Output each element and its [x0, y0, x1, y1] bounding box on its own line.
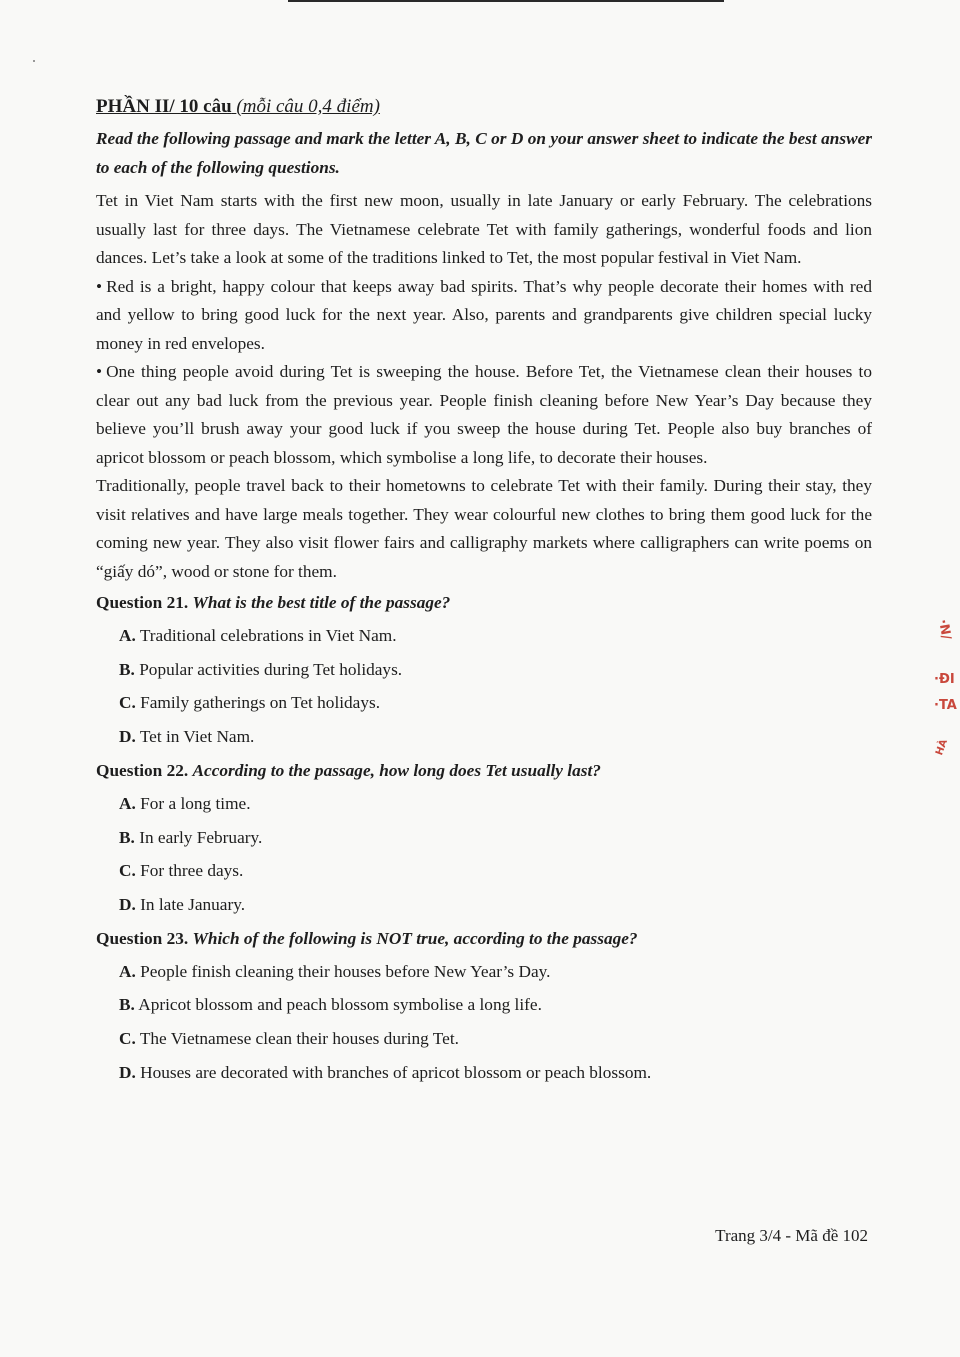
- option-letter: C.: [119, 1029, 136, 1049]
- option-c[interactable]: [96, 854, 872, 888]
- option-a[interactable]: [96, 619, 872, 653]
- option-letter: D.: [119, 1062, 136, 1082]
- option-d[interactable]: [96, 720, 872, 754]
- option-c[interactable]: [96, 1022, 872, 1056]
- option-b[interactable]: [96, 653, 872, 687]
- option-c[interactable]: [96, 686, 872, 720]
- option-text: Tet in Viet Nam.: [139, 727, 255, 747]
- option-text: Traditional celebrations in Viet Nam.: [139, 626, 397, 645]
- question-21: [96, 586, 872, 754]
- question-label: Question 21.: [96, 593, 189, 612]
- scan-speck: [33, 60, 35, 62]
- option-text: For a long time.: [140, 793, 251, 813]
- option-letter: C.: [119, 861, 136, 881]
- option-text: The Vietnamese clean their houses during Tet.: [139, 1029, 459, 1049]
- question-label: Question 22.: [96, 760, 189, 780]
- passage-text: One thing people avoid during Tet is sweeping the house. Before Tet, the Vietnamese clean their houses to clear out any bad luck from the previous year. People finish cleaning before New Year’s Day because they believe you’ll brush away your good luck if you sweep the house during Tet. People also buy branches of apricot blossom or peach blossom, which symbolise a long life, to decorate their houses.: [96, 362, 872, 467]
- option-letter: A.: [119, 793, 136, 813]
- option-a[interactable]: [96, 955, 872, 989]
- option-letter: D.: [119, 894, 136, 914]
- option-letter: A.: [119, 961, 136, 981]
- question-23: [96, 922, 872, 1090]
- option-d[interactable]: [96, 888, 872, 922]
- passage-paragraph: [96, 273, 872, 359]
- question-title: [96, 922, 872, 955]
- exam-page: [96, 96, 872, 1089]
- section-title: PHẦN II/ 10 câu: [96, 96, 232, 117]
- question-text: According to the passage, how long does Tet usually last?: [192, 760, 601, 780]
- option-b[interactable]: [96, 821, 872, 855]
- stamp-text: ·N/: [935, 618, 954, 641]
- reading-passage: [96, 187, 872, 586]
- stamp-text: ·ĐI: [934, 672, 955, 687]
- option-text: Popular activities during Tet holidays.: [139, 659, 403, 679]
- option-text: For three days.: [140, 861, 244, 881]
- section-heading: [96, 96, 872, 118]
- option-letter: D.: [119, 727, 136, 747]
- stamp-text: HÀ: [934, 738, 950, 757]
- question-text: What is the best title of the passage?: [192, 593, 451, 612]
- option-text: In late January.: [140, 894, 246, 914]
- passage-text: Red is a bright, happy colour that keeps away bad spirits. That’s why people decorate their homes with red and yellow to bring good luck for the next year. Also, parents and grandparents give children special lucky money in red envelopes.: [96, 276, 872, 353]
- passage-text: Tet in Viet Nam starts with the first new moon, usually in late January or early February. The celebrations usually last for three days. The Vietnamese celebrate Tet with family gatherings, wonderful foods and lion dances. Let’s take a look at some of the traditions linked to Tet, the most popular festival in Viet Nam.: [96, 191, 872, 267]
- question-title: [96, 754, 872, 787]
- option-a[interactable]: [96, 787, 872, 821]
- passage-text: Traditionally, people travel back to their hometowns to celebrate Tet with their family. During their stay, they visit relatives and have large meals together. They wear colourful new clothes to bring them good luck for the coming new year. They also visit flower fairs and calligraphy markets where calligraphers can write poems on “giấy dó”, wood or stone for them.: [96, 476, 872, 581]
- option-text: Apricot blossom and peach blossom symbolise a long life.: [138, 995, 542, 1015]
- top-rule: [288, 0, 724, 2]
- question-text: Which of the following is NOT true, according to the passage?: [192, 928, 638, 948]
- instruction-text: Read the following passage and mark the letter A, B, C or D on your answer sheet to indicate the best answer to each of the following questions.: [96, 129, 872, 177]
- passage-paragraph: [96, 472, 872, 586]
- stamp-fragment: [926, 610, 960, 780]
- option-text: People finish cleaning their houses before New Year’s Day.: [140, 961, 551, 981]
- question-title: [96, 586, 872, 619]
- option-d[interactable]: [96, 1056, 872, 1090]
- option-text: Family gatherings on Tet holidays.: [140, 693, 381, 713]
- passage-paragraph: [96, 187, 872, 273]
- bullet-mark: •: [96, 362, 103, 381]
- stamp-text: ·TA: [934, 698, 957, 713]
- section-points-note: (mỗi câu 0,4 điểm): [236, 96, 380, 117]
- bullet-mark: •: [96, 276, 103, 296]
- passage-paragraph: [96, 358, 872, 472]
- question-label: Question 23.: [96, 928, 189, 948]
- option-letter: A.: [119, 626, 136, 645]
- option-b[interactable]: [96, 988, 872, 1022]
- question-22: [96, 754, 872, 922]
- option-letter: B.: [119, 995, 135, 1015]
- option-letter: B.: [119, 659, 135, 679]
- option-text: Houses are decorated with branches of apricot blossom or peach blossom.: [140, 1062, 652, 1082]
- page-footer: Trang 3/4 - Mã đề 102: [715, 1226, 868, 1245]
- option-letter: B.: [119, 827, 135, 847]
- option-letter: C.: [119, 693, 136, 713]
- option-text: In early February.: [139, 827, 263, 847]
